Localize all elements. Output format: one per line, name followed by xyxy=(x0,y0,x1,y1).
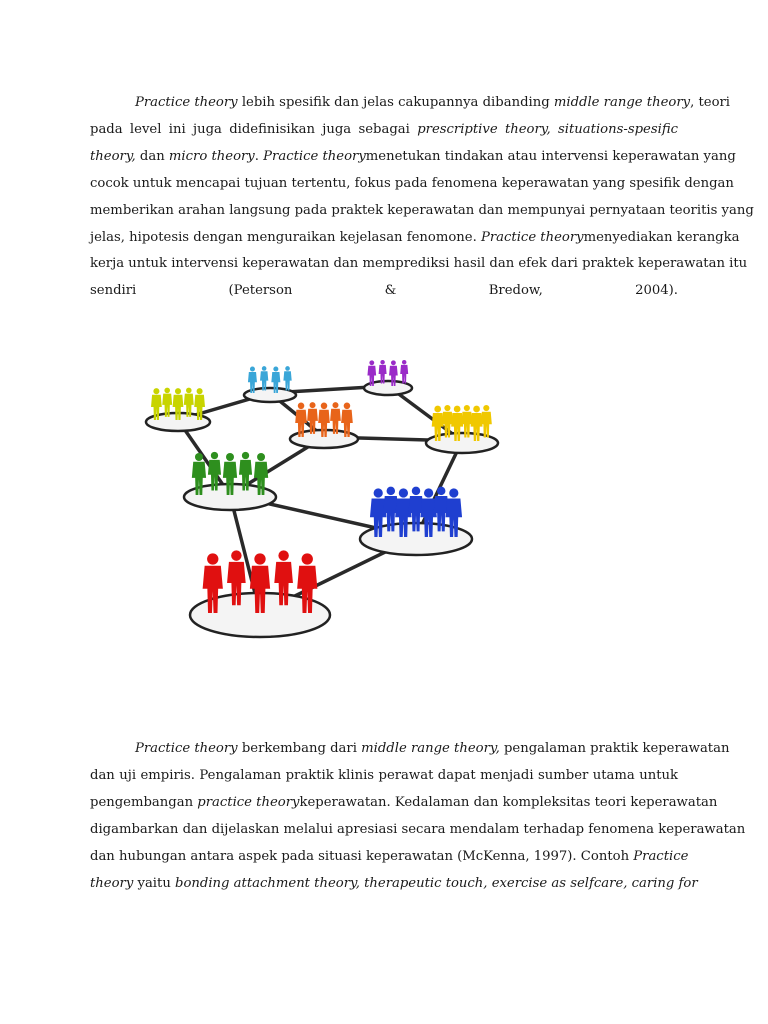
text-line xyxy=(90,736,730,763)
person-head xyxy=(344,403,351,410)
person-head xyxy=(211,452,218,459)
person-head xyxy=(473,406,480,413)
person-head xyxy=(437,487,446,496)
paragraph-practice-theory-development xyxy=(90,736,746,897)
italic-run: middle range theory xyxy=(553,95,691,110)
text-run: keperawatan. Kedalaman dan kompleksitas teori keperawatan xyxy=(299,794,718,810)
person-figure xyxy=(283,366,291,390)
text-line xyxy=(90,171,734,198)
person-head xyxy=(380,360,384,364)
person-head xyxy=(444,405,450,411)
person-head xyxy=(186,388,192,394)
person-head xyxy=(369,360,374,365)
person-head xyxy=(374,488,383,497)
person-head xyxy=(175,388,181,394)
italic-run: Practice theory xyxy=(135,741,238,756)
person-head xyxy=(402,360,406,364)
text-run: sendiri (Peterson & Bredow, 2004). xyxy=(90,283,678,299)
text-run: pengalaman praktik keperawatan xyxy=(499,741,730,756)
network-people-illustration xyxy=(134,345,514,680)
text-run: memberikan arahan langsung pada praktek keperawatan dan mempunyai pernyataan teoritis yang xyxy=(90,202,754,218)
italic-run: theory xyxy=(90,875,134,891)
italic-run: Practice theory xyxy=(480,229,584,245)
person-head xyxy=(197,388,203,394)
person-body xyxy=(400,365,408,384)
text-line xyxy=(90,790,718,817)
text-line xyxy=(90,117,678,144)
person-head xyxy=(242,452,249,459)
text-line xyxy=(90,144,736,171)
text-run: yaitu xyxy=(133,875,176,891)
person-head xyxy=(207,553,218,564)
text-line xyxy=(90,278,678,305)
italic-run: middle range theory, xyxy=(361,741,500,756)
person-head xyxy=(153,388,159,394)
italic-run: micro theory xyxy=(168,148,255,164)
text-run: dan hubungan antara aspek pada situasi keperawatan (McKenna, 1997). Contoh xyxy=(90,848,634,864)
person-head xyxy=(273,366,278,371)
person-head xyxy=(278,550,288,560)
person-head xyxy=(262,366,267,371)
text-run: menetukan tindakan atau intervensi keperawatan yang xyxy=(365,148,736,164)
italic-run: Practice theory xyxy=(263,148,366,164)
person-head xyxy=(464,405,470,411)
italic-run: bonding attachment theory, therapeutic touch, exercise as selfcare, caring for xyxy=(175,875,698,891)
italic-run: Practice theory xyxy=(135,95,238,110)
italic-run: theory, xyxy=(90,148,136,164)
text-line xyxy=(90,844,689,871)
text-run: digambarkan dan dijelaskan melalui apresiasi secara mendalam terhadap fenomena keperawatan xyxy=(90,821,746,837)
person-head xyxy=(298,403,305,410)
text-line xyxy=(90,871,698,898)
text-line xyxy=(90,225,740,252)
text-run: . xyxy=(254,148,264,164)
person-head xyxy=(332,402,338,408)
person-head xyxy=(257,453,265,461)
person-head xyxy=(449,488,458,497)
text-run: kerja untuk intervensi keperawatan dan memprediksi hasil dan efek dari praktek keperawatan itu xyxy=(90,256,748,272)
person-body xyxy=(283,371,291,390)
person-head xyxy=(302,553,313,564)
person-figure xyxy=(400,360,408,384)
person-figure xyxy=(481,405,492,438)
person-head xyxy=(231,550,241,560)
text-line xyxy=(90,90,731,117)
text-run: dan xyxy=(135,148,169,164)
person-head xyxy=(454,406,461,413)
person-head xyxy=(250,366,255,371)
text-run: dan uji empiris. Pengalaman praktik klinis perawat dapat menjadi sumber utama untuk xyxy=(90,767,678,783)
italic-run: practice theory xyxy=(197,794,300,810)
person-head xyxy=(387,487,396,496)
person-head xyxy=(399,488,408,497)
person-head xyxy=(412,487,421,496)
person-head xyxy=(483,405,489,411)
person-head xyxy=(321,403,328,410)
person-head xyxy=(195,453,203,461)
italic-run: prescriptive theory, situations-spesific xyxy=(417,121,679,137)
text-run: menyediakan kerangka xyxy=(583,229,740,245)
text-run: jelas, hipotesis dengan menguraikan kejelasan fenomone. xyxy=(90,229,481,245)
person-head xyxy=(434,406,441,413)
person-head xyxy=(424,488,433,497)
text-line xyxy=(90,198,754,225)
person-head xyxy=(226,453,234,461)
italic-run: Practice xyxy=(633,848,689,864)
paragraph-practice-theory-definition xyxy=(90,90,754,305)
person-head xyxy=(164,388,170,394)
person-head xyxy=(254,553,265,564)
person-head xyxy=(285,366,290,371)
text-run: lebih spesifik dan jelas cakupannya dibanding xyxy=(237,95,554,110)
person-head xyxy=(310,402,316,408)
text-line xyxy=(90,763,678,790)
person-head xyxy=(391,360,396,365)
text-run: cocok untuk mencapai tujuan tertentu, fokus pada fenomena keperawatan yang spesifik dengan xyxy=(90,175,734,191)
text-run: berkembang dari xyxy=(237,741,362,756)
text-line xyxy=(90,251,748,278)
text-run: pada level ini juga didefinisikan juga sebagai xyxy=(90,121,418,137)
text-line xyxy=(90,817,746,844)
text-run: pengembangan xyxy=(90,794,198,810)
text-run: , teori xyxy=(690,95,731,110)
